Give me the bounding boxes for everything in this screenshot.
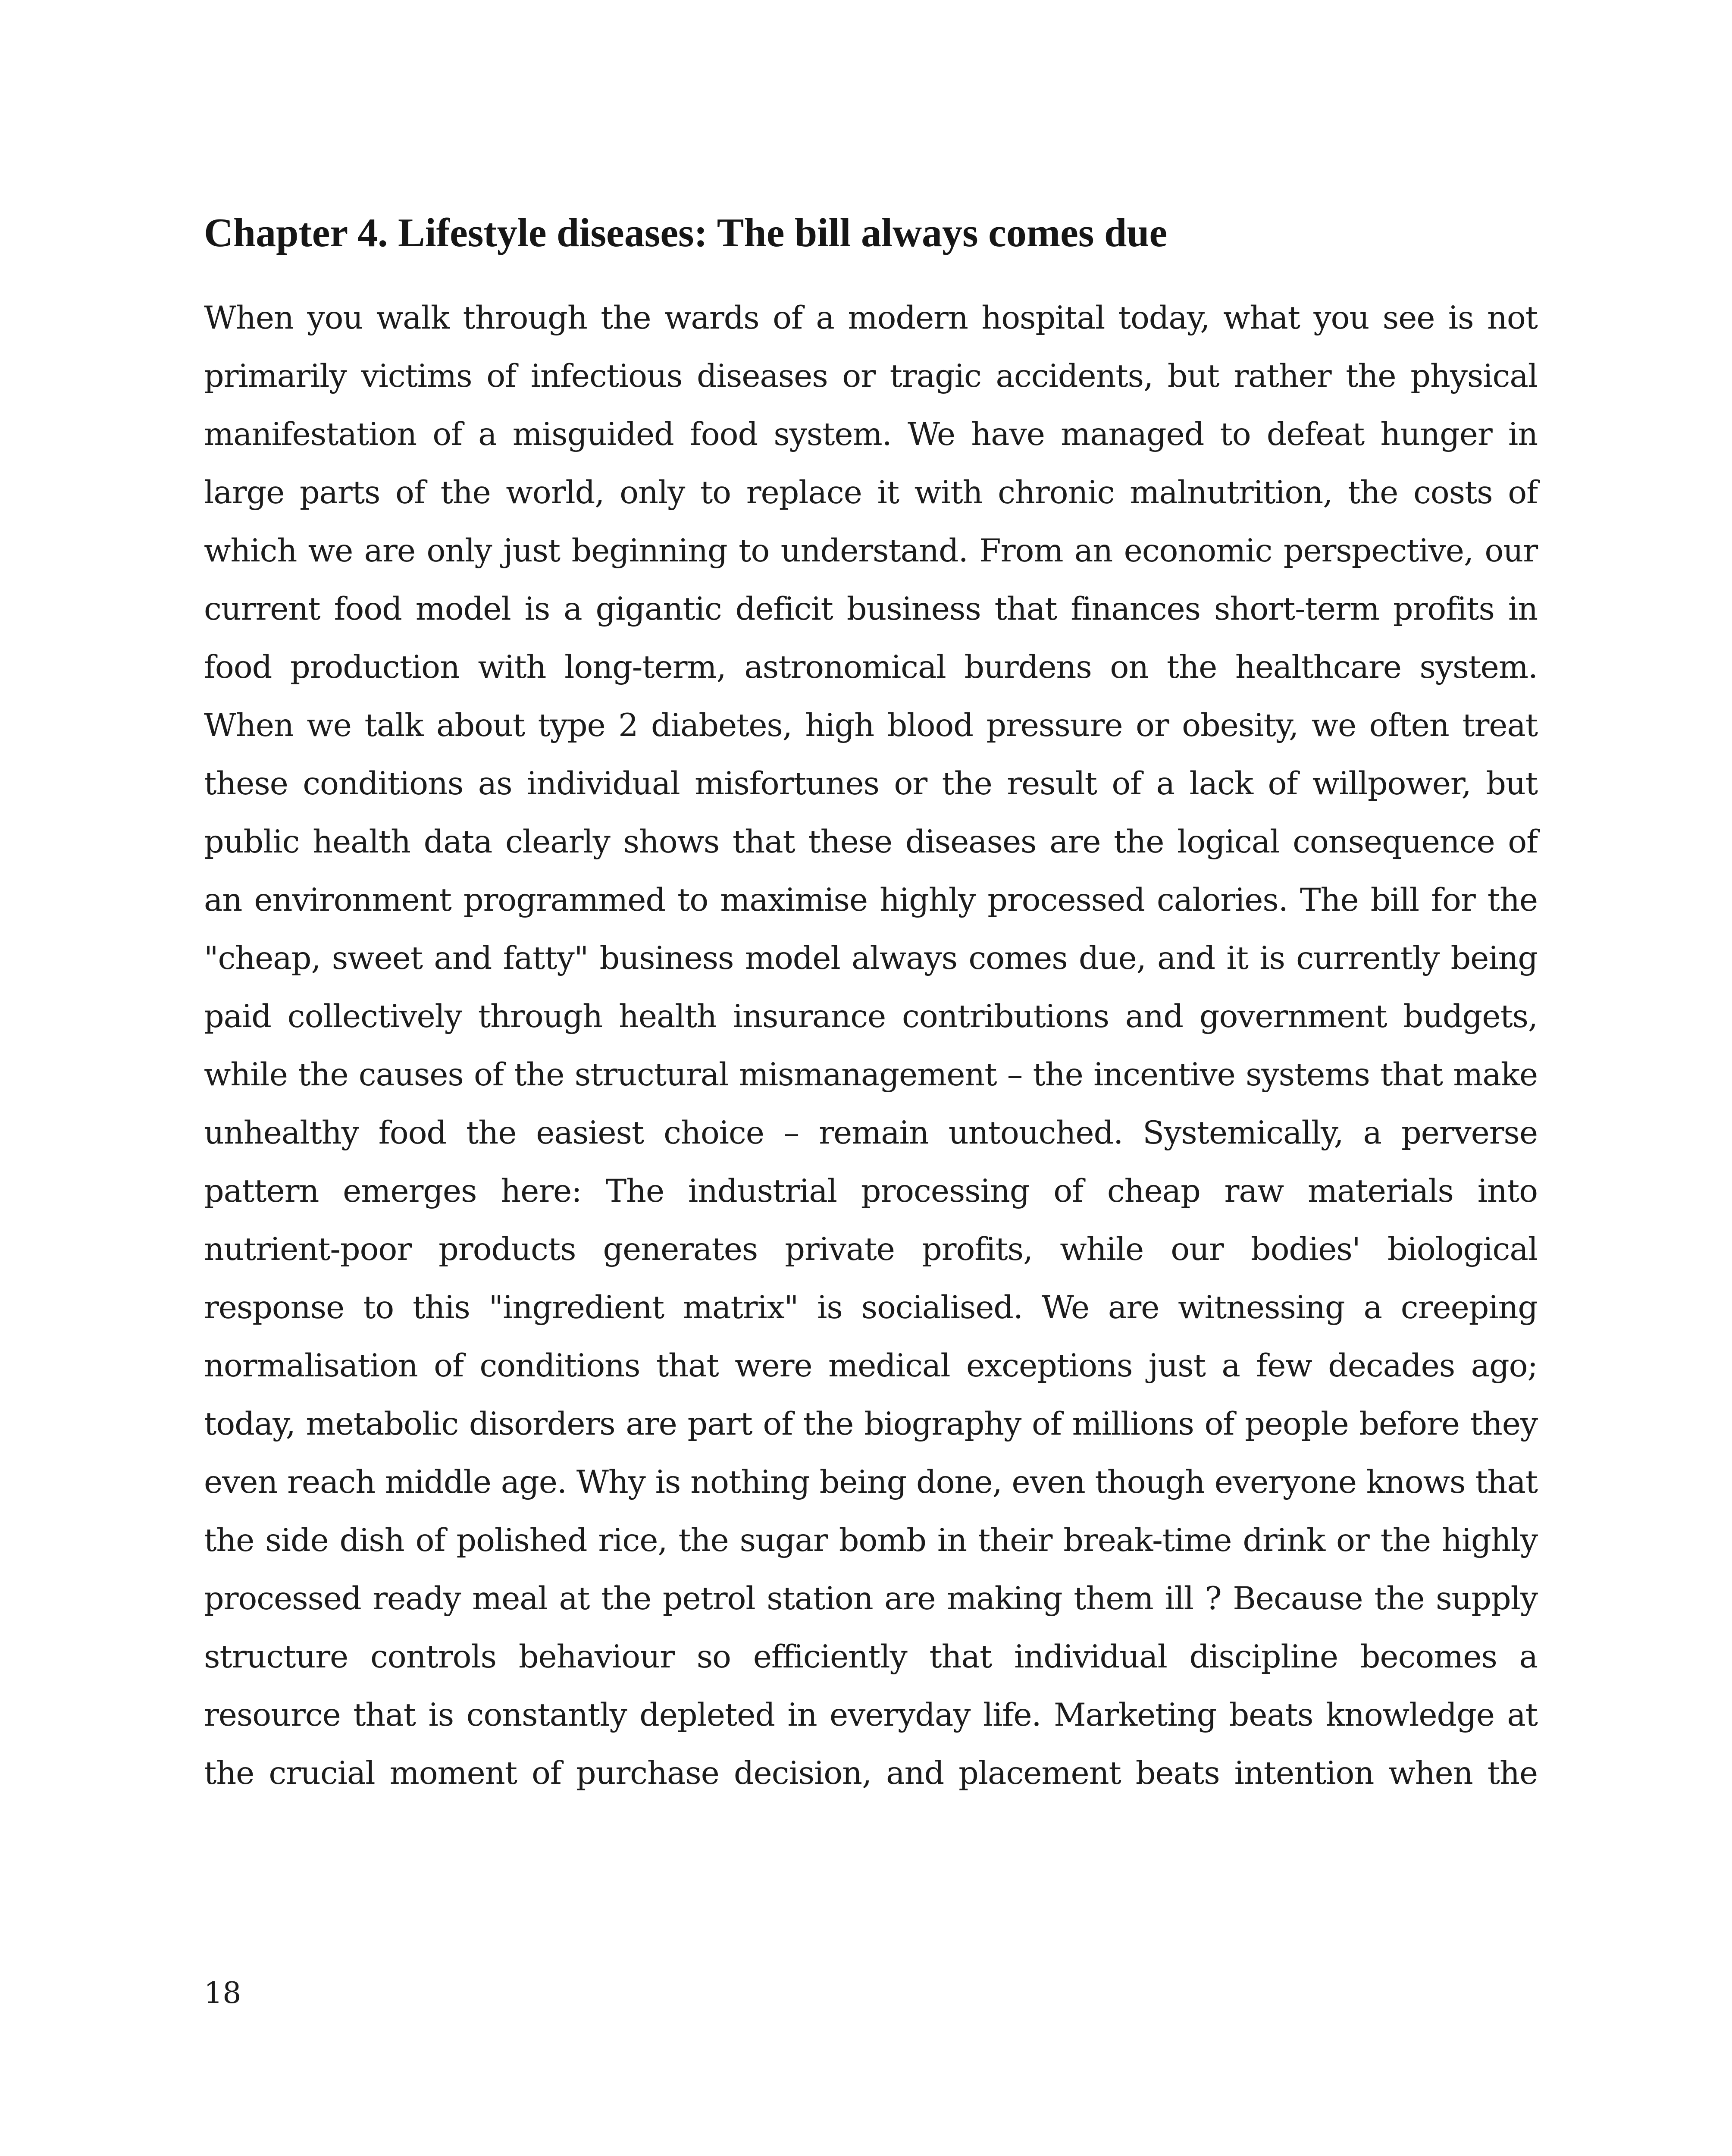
page-number: 18 <box>204 1976 241 2010</box>
page-content <box>204 203 1538 1802</box>
body-paragraph: When you walk through the wards of a modern hospital today, what you see is not primarily victims of infectious diseases or tragic accidents, but rather the physical manifestation of a misguided food system. We have managed to defeat hunger in large parts of the world, only to replace it with chronic malnutrition, the costs of which we are only just beginning to understand. From an economic perspective, our current food model is a gigantic deficit business that finances short-term profits in food production with long-term, astronomical burdens on the healthcare system. When we talk about type 2 diabetes, high blood pressure or obesity, we often treat these conditions as individual misfortunes or the result of a lack of willpower, but public health data clearly shows that these diseases are the logical consequence of an environment programmed to maximise highly processed calories. The bill for the "cheap, sweet and fatty" business model always comes due, and it is currently being paid collectively through health insurance contributions and government budgets, while the causes of the structural mismanagement – the incentive systems that make unhealthy food the easiest choice – remain untouched. Systemically, a perverse pattern emerges here: The industrial processing of cheap raw materials into nutrient-poor products generates private profits, while our bodies' biological response to this "ingredient matrix" is socialised. We are witnessing a creeping normalisation of conditions that were medical exceptions just a few decades ago; today, metabolic disorders are part of the biography of millions of people before they even reach middle age. Why is nothing being done, even though everyone knows that the side dish of polished rice, the sugar bomb in their break-time drink or the highly processed ready meal at the petrol station are making them ill ? Because the supply structure controls behaviour so efficiently that individual discipline becomes a resource that is constantly depleted in everyday life. Marketing beats knowledge at the crucial moment of purchase decision, and placement beats intention when the <box>204 300 1538 1792</box>
chapter-title: Chapter 4. Lifestyle diseases: The bill always comes due <box>204 210 1168 255</box>
